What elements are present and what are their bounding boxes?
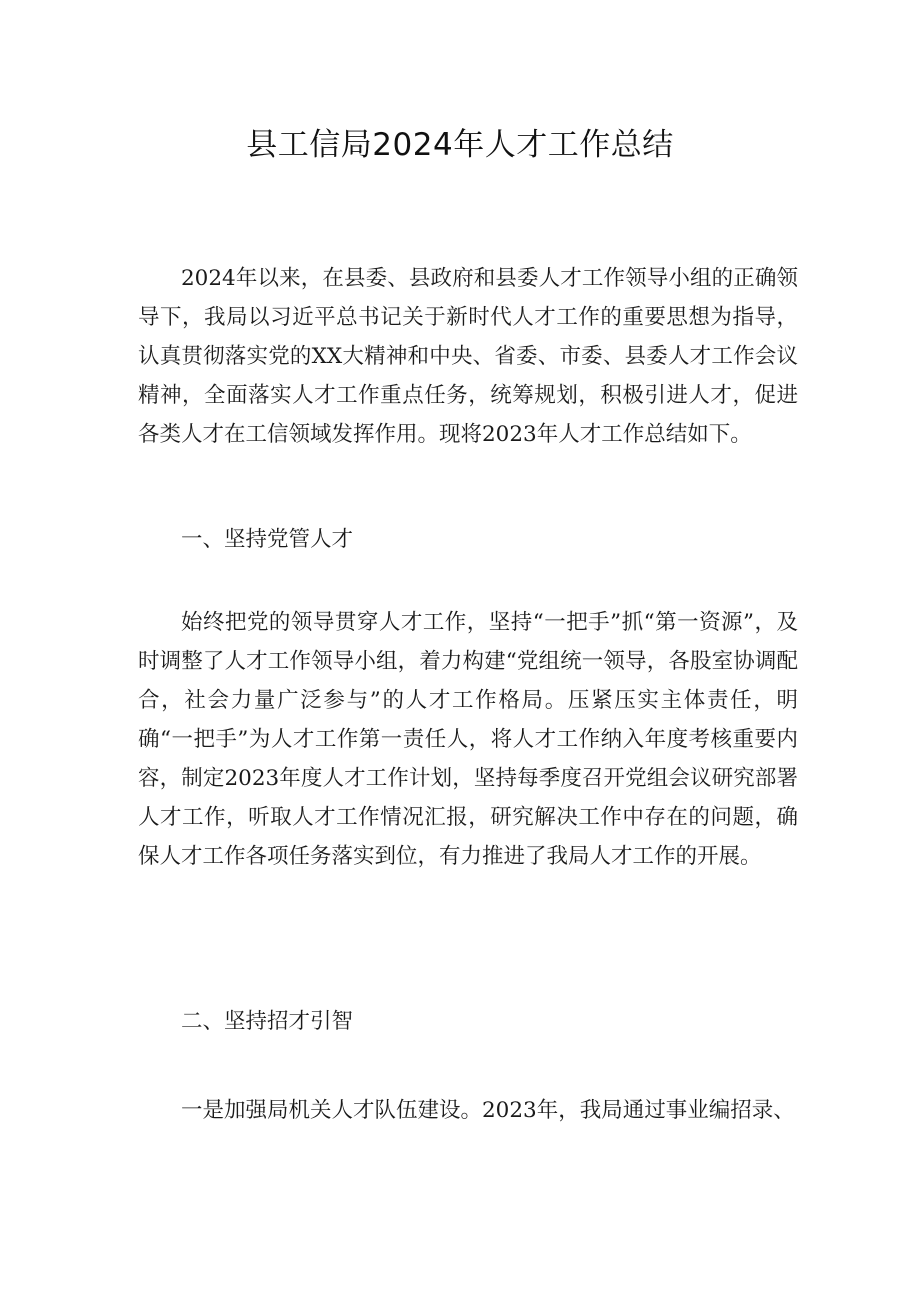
document-title: 县工信局2024年人才工作总结 xyxy=(246,127,674,163)
intro-paragraph: 2024年以来，在县委、县政府和县委人才工作领导小组的正确领导下，我局以习近平总书记关于新时代人才工作的重要思想为指导，认真贯彻落实党的XX大精神和中央、省委、市委、县委人才工作会议精神，全面落实人才工作重点任务，统筹规划，积极引进人才，促进各类人才在工信领域发挥作用。现将2023年人才工作总结如下。 xyxy=(138,266,798,447)
section-1-paragraph: 始终把党的领导贯穿人才工作，坚持“一把手”抓“第一资源”，及时调整了人才工作领导小组，着力构建“党组统一领导，各股室协调配合，社会力量广泛参与”的人才工作格局。压紧压实主体责任，明确“一把手”为人才工作第一责任人，将人才工作纳入年度考核重要内容，制定2023年度人才工作计划，坚持每季度召开党组会议研究部署人才工作，听取人才工作情况汇报，研究解决工作中存在的问题，确保人才工作各项任务落实到位，有力推进了我局人才工作的开展。 xyxy=(138,610,798,869)
section-2-paragraph: 一是加强局机关人才队伍建设。2023年，我局通过事业编招录、 xyxy=(181,1098,795,1123)
section-heading-1: 一、坚持党管人才 xyxy=(181,527,354,552)
section-heading-2: 二、坚持招才引智 xyxy=(181,1009,354,1034)
